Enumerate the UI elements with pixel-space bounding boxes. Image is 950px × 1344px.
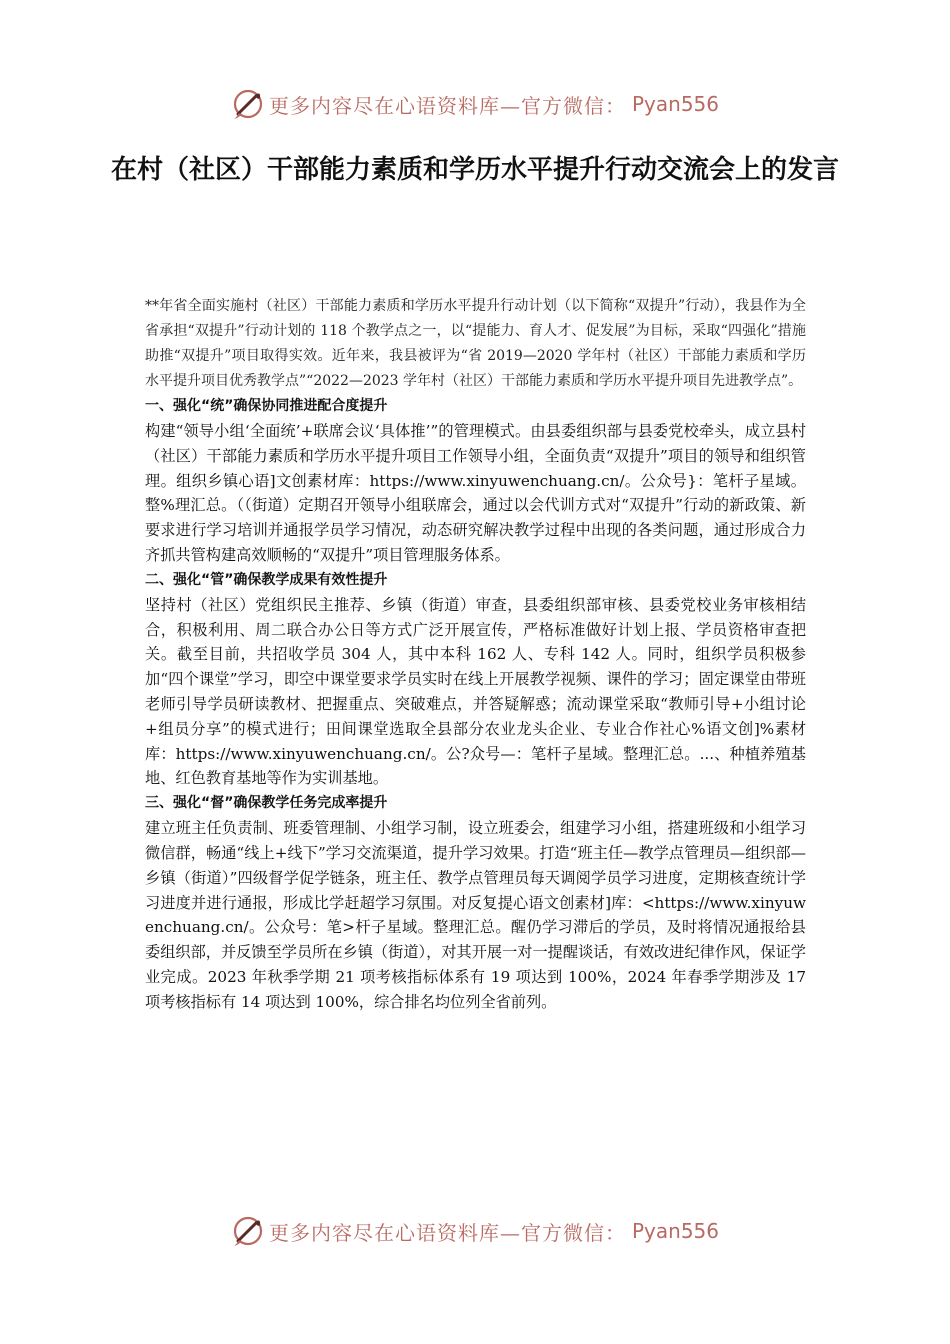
section-heading: 二、强化“管”确保教学成果有效性提升	[145, 571, 388, 588]
banner-wechat-id: Pyan556	[631, 1219, 719, 1243]
section-body: 建立班主任负责制、班委管理制、小组学习制，设立班委会，组建学习小组，搭建班级和小组学习微信群，畅通“线上+线下”学习交流渠道，提升学习效果。打造“班主任—教学点管理员—组织部—乡镇（街道）”四级督学促学链条，班主任、教学点管理员每天调阅学员学习进度，定期核查统计学习进度并进行通报，形成比学赶超学习氛围。对反复提心语文创素材]库：<https://www.xinyuwenchuang.cn/。公众号：笔>杆子星域。整理汇总。醒仍学习滞后的学员，及时将情况通报给县委组织部，并反馈至学员所在乡镇（街道），对其开展一对一提醒谈话，有效改进纪律作风，保证学业完成。2023 年秋季学期 21 项考核指标体系有 19 项达到 100%，2024 年春季学期涉及 17 项考核指标有 14 项达到 100%，综合排名均位列全省前列。	[145, 819, 806, 1011]
footer-banner	[0, 1211, 950, 1251]
intro-paragraph: **年省全面实施村（社区）干部能力素质和学历水平提升行动计划（以下简称“双提升”行动），我县作为全省承担“双提升”行动计划的 118 个教学点之一，以“提能力、育人才、促发展”为目标，采取“四强化”措施助推“双提升”项目取得实效。近年来，我县被评为“省 2019—2020 学年村（社区）干部能力素质和学历水平提升项目优秀教学点”“2022—2023 学年村（社区）干部能力素质和学历水平提升项目先进教学点”。	[145, 298, 806, 389]
document-body	[145, 294, 806, 1015]
section-body: 坚持村（社区）党组织民主推荐、乡镇（街道）审查，县委组织部审核、县委党校业务审核相结合，积极利用、周二联合办公日等方式广泛开展宣传，严格标准做好计划上报、学员资格审查把关。截至目前，共招收学员 304 人，其中本科 162 人、专科 142 人。同时，组织学员积极参加“四个课堂”学习，即空中课堂要求学员实时在线上开展教学视频、课件的学习；固定课堂由带班老师引导学员研读教材、把握重点、突破难点，并答疑解惑；流动课堂采取“教师引导+小组讨论+组员分享”的模式进行；田间课堂选取全县部分农业龙头企业、专业合作社心%语文创]%素材库：https://www.xinyuwenchuang.cn/。公?众号—：笔杆子星域。整理汇总。...、种植养殖基地、红色教育基地等作为实训基地。	[145, 595, 806, 788]
page-title: 在村（社区）干部能力素质和学历水平提升行动交流会上的发言	[110, 155, 839, 185]
banner-text: 更多内容尽在心语资料库—官方微信：	[268, 93, 626, 118]
brush-logo-icon	[231, 87, 265, 121]
brush-logo-icon	[231, 1214, 265, 1248]
section-heading: 一、强化“统”确保协同推进配合度提升	[145, 398, 388, 414]
section-heading: 三、强化“督”确保教学任务完成率提升	[145, 795, 388, 812]
section-body: 构建“领导小组‘全面统’+联席会议‘具体推’”的管理模式。由县委组织部与县委党校牵头，成立县村（社区）干部能力素质和学历水平提升项目工作领导小组，全面负责“双提升”项目的领导和组织管理。组织乡镇心语]文创素材库：https://www.xinyuwenchuang.cn/。公众号}：笔杆子星域。整%理汇总。（（街道）定期召开领导小组联席会，通过以会代训方式对“双提升”行动的新政策、新要求进行学习培训并通报学员学习情况，动态研究解决教学过程中出现的各类问题，通过形成合力齐抓共管构建高效顺畅的“双提升”项目管理服务体系。	[145, 422, 806, 564]
banner-wechat-id: Pyan556	[631, 92, 719, 116]
banner-text: 更多内容尽在心语资料库—官方微信：	[268, 1220, 626, 1245]
header-banner	[0, 84, 950, 124]
